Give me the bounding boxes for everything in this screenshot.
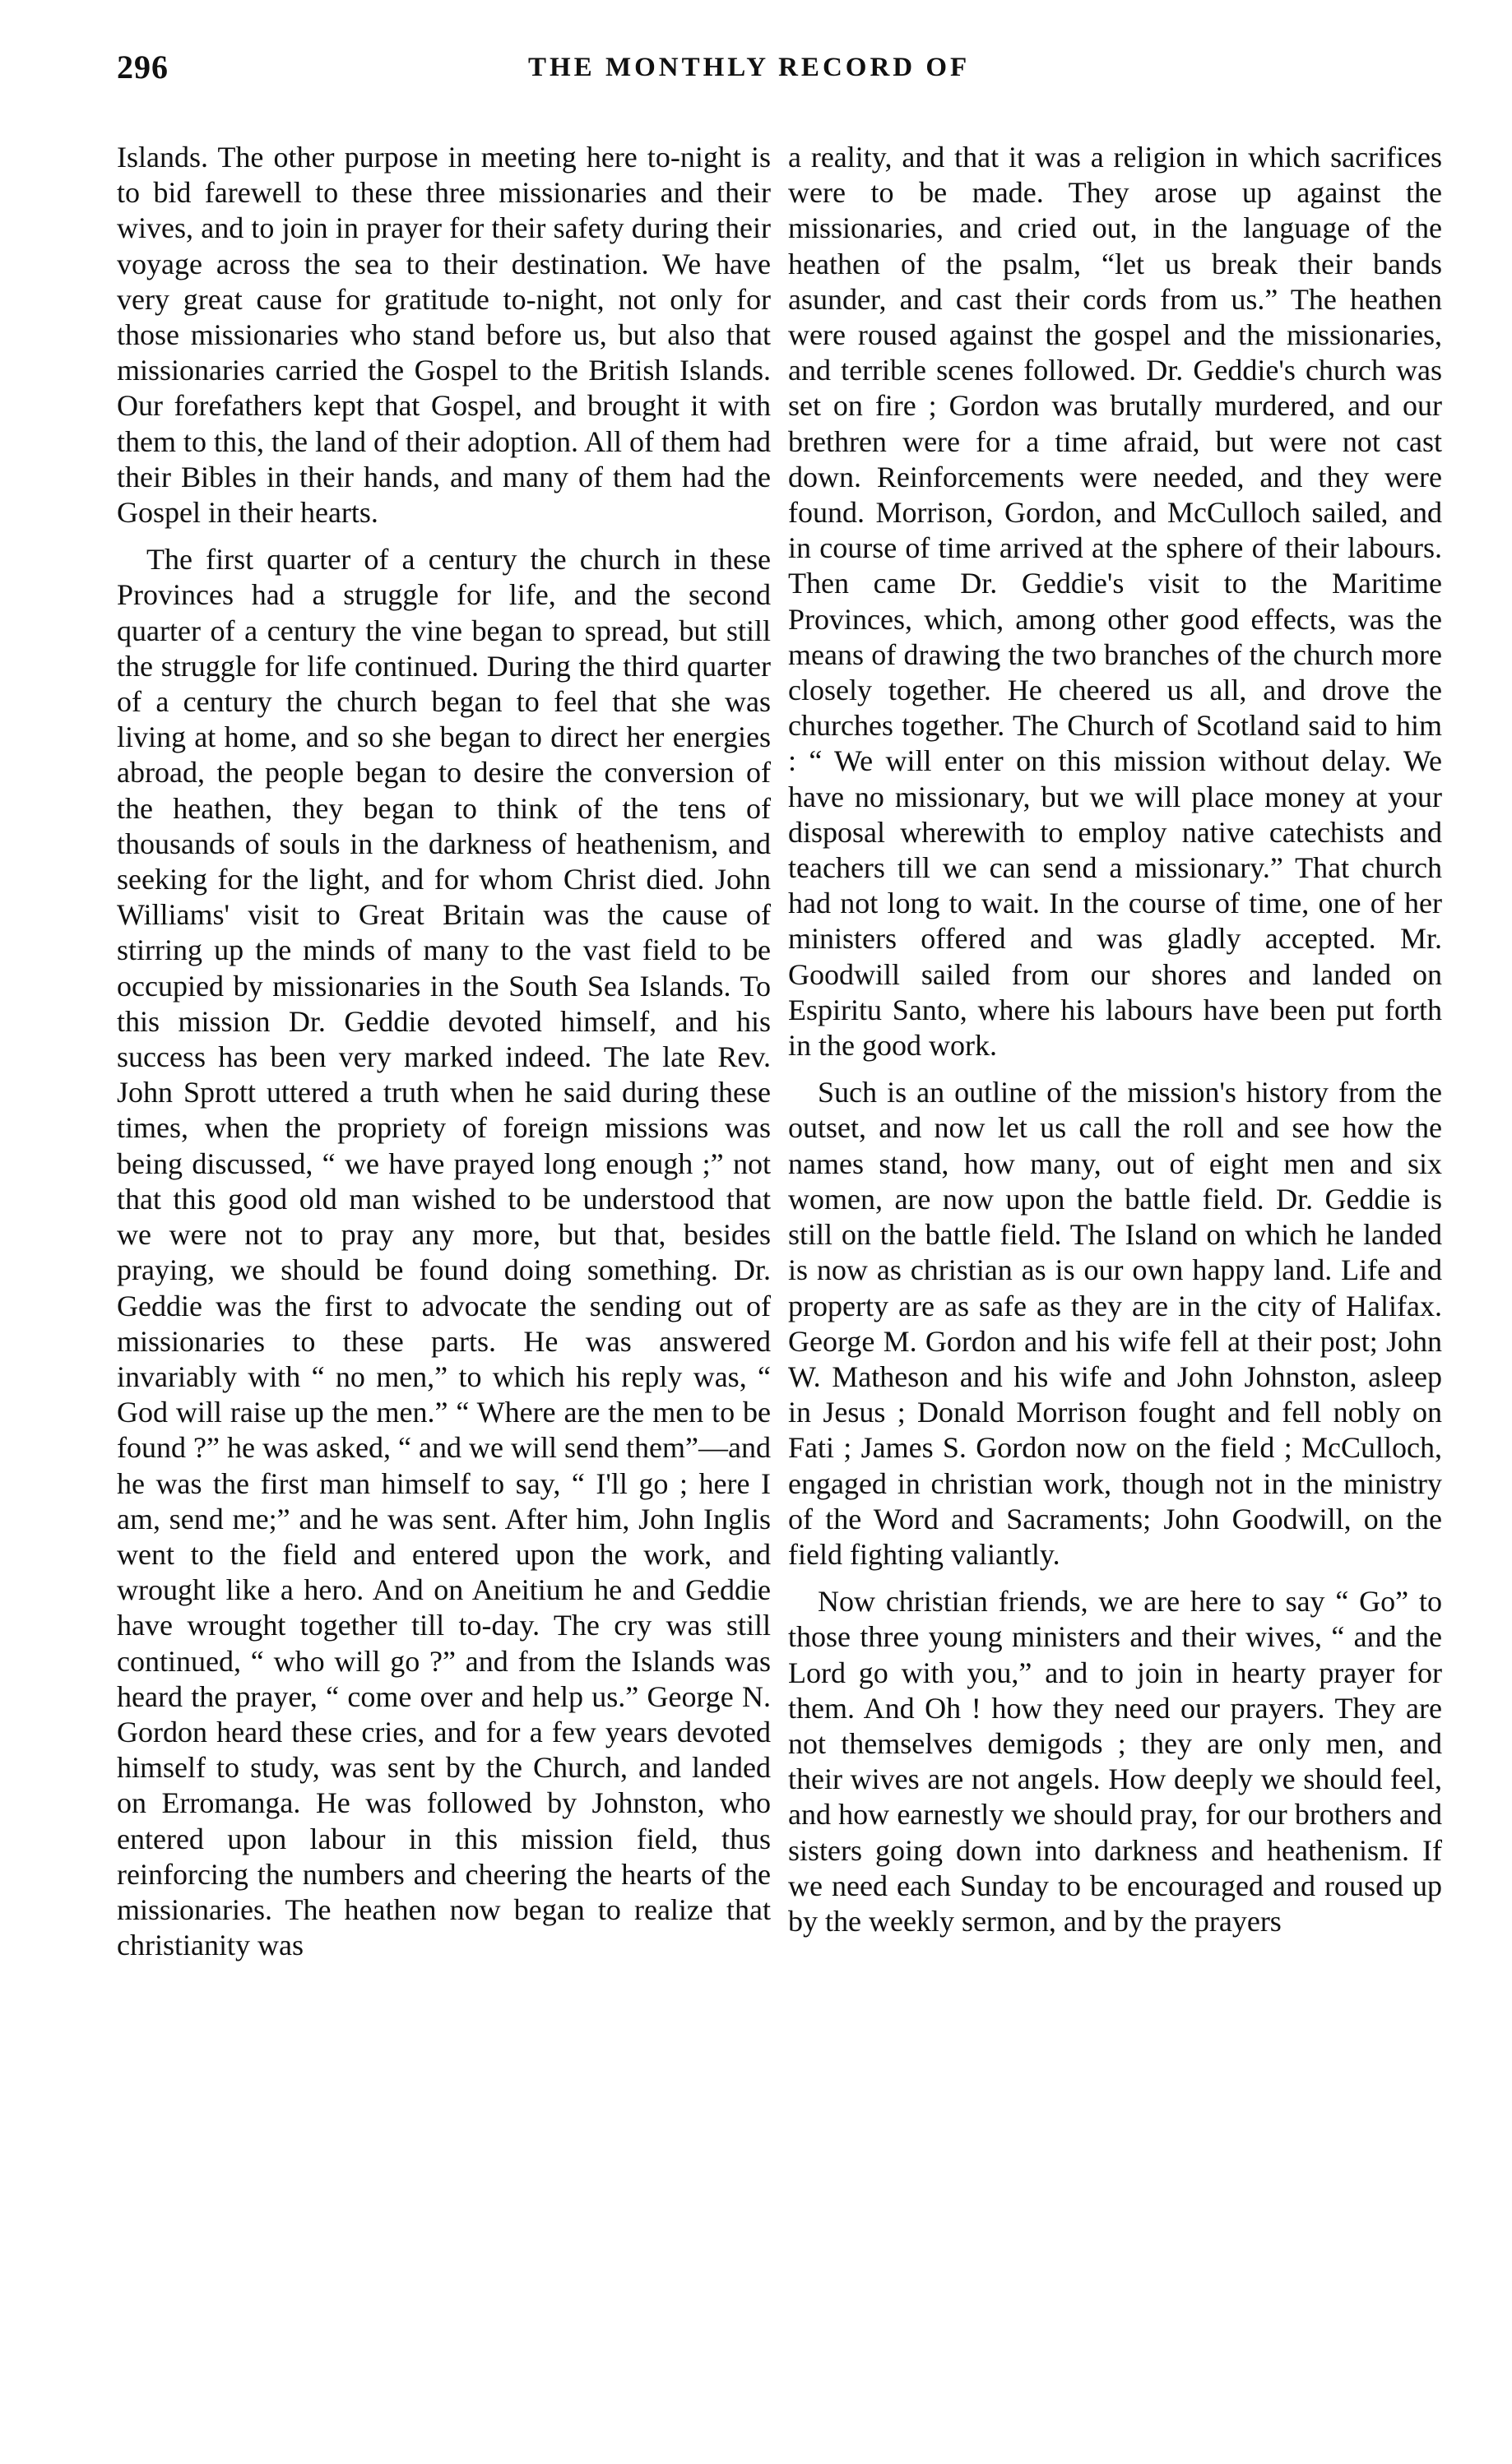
running-head (117, 48, 1449, 89)
paragraph: Now christian friends, we are here to say “ Go” to those three young ministers and their wives, “ and the Lord go with you,” and to join in hearty prayer for them. And Oh ! how they need our prayers. They are not themselves demigods ; they are only men, and their wives are not angels. How deeply we should feel, and how earnestly we should pray, for our brothers and sisters going down into darkness and heathenism. If we need each Sunday to be encouraged and roused up by the weekly sermon, and by the prayers (788, 1585, 1442, 1938)
paragraph: a reality, and that it was a religion in which sacrifices were to be made. They arose up against the missionaries, and cried out, in the language of the heathen of the psalm, “let us break their bands asunder, and cast their cords from us.” The heathen were roused against the gospel and the missionaries, and terrible scenes followed. Dr. Geddie's church was set on fire ; Gordon was brutally murdered, and our brethren were for a time afraid, but were not cast down. Reinforcements were needed, and they were found. Morrison, Gordon, and McCulloch sailed, and in course of time arrived at the sphere of their labours. Then came Dr. Geddie's visit to the Maritime Provinces, which, among other good effects, was the means of drawing the two branches of the church more closely together. He cheered us all, and drove the churches together. The Church of Scotland said to him : “ We will enter on this mission without delay. We have no missionary, but we will place money at your disposal wherewith to employ native catechists and teachers till we can send a missionary.” That church had not long to wait. In the course of time, one of her ministers offered and was gladly accepted. Mr. Goodwill sailed from our shores and landed on Espiritu Santo, where his labours have been put forth in the good work. (788, 141, 1442, 1063)
journal-title: THE MONTHLY RECORD OF (528, 53, 971, 82)
right-column (788, 140, 1442, 1939)
paragraph: The first quarter of a century the church in these Provinces had a struggle for life, and the second quarter of a century the vine began to spread, but still the struggle for life continued. During the third quarter of a century the church began to feel that she was living at home, and so she began to direct her energies abroad, the people began to desire the conversion of the heathen, they began to think of the tens of thousands of souls in the darkness of heathenism, and seeking for the light, and for whom Christ died. John Williams' visit to Great Britain was the cause of stirring up the minds of many to the vast field to be occupied by missionaries in the South Sea Islands. To this mission Dr. Geddie devoted himself, and his success has been very marked indeed. The late Rev. John Sprott uttered a truth when he said during these times, when the propriety of foreign missions was being discussed, “ we have prayed long enough ;” not that this good old man wished to be understood that we were not to pray any more, but that, besides praying, we should be found doing something. Dr. Geddie was the first to advocate the sending out of missionaries to these parts. He was answered invariably with “ no men,” to which his reply was, “ God will raise up the men.” “ Where are the men to be found ?” he was asked, “ and we will send them”—and he was the first man himself to say, “ I'll go ; here I am, send me;” and he was sent. After him, John Inglis went to the field and entered upon the work, and wrought like a hero. And on Aneitium he and Geddie have wrought together till to-day. The cry was still continued, “ who will go ?” and from the Islands was heard the prayer, “ come over and help us.” George N. Gordon heard these cries, and for a few years devoted himself to study, was sent by the Church, and landed on Erromanga. He was followed by Johnston, who entered upon labour in this mission field, thus reinforcing the numbers and cheering the hearts of the missionaries. The heathen now began to realize that christianity was (117, 543, 771, 1962)
page-number: 296 (117, 49, 169, 86)
left-column (117, 140, 771, 1963)
paragraph: Islands. The other purpose in meeting here to-night is to bid farewell to these three missionaries and their wives, and to join in prayer for their safety during their voyage across the sea to their destination. We have very great cause for gratitude to-night, not only for those missionaries who stand before us, but also that missionaries carried the Gospel to the British Islands. Our forefathers kept that Gospel, and brought it with them to this, the land of their adoption. All of them had their Bibles in their hands, and many of them had the Gospel in their hearts. (117, 141, 771, 530)
paragraph: Such is an outline of the mission's history from the outset, and now let us call the roll and see how the names stand, how many, out of eight men and six women, are now upon the battle field. Dr. Geddie is still on the battle field. The Island on which he landed is now as christian as is our own happy land. Life and property are as safe as they are in the city of Halifax. George M. Gordon and his wife fell at their post; John W. Matheson and his wife and John Johnston, asleep in Jesus ; Donald Morrison fought and fell nobly on Fati ; James S. Gordon now on the field ; McCulloch, engaged in christian work, though not in the ministry of the Word and Sacraments; John Goodwill, on the field fighting valiantly. (788, 1076, 1442, 1571)
